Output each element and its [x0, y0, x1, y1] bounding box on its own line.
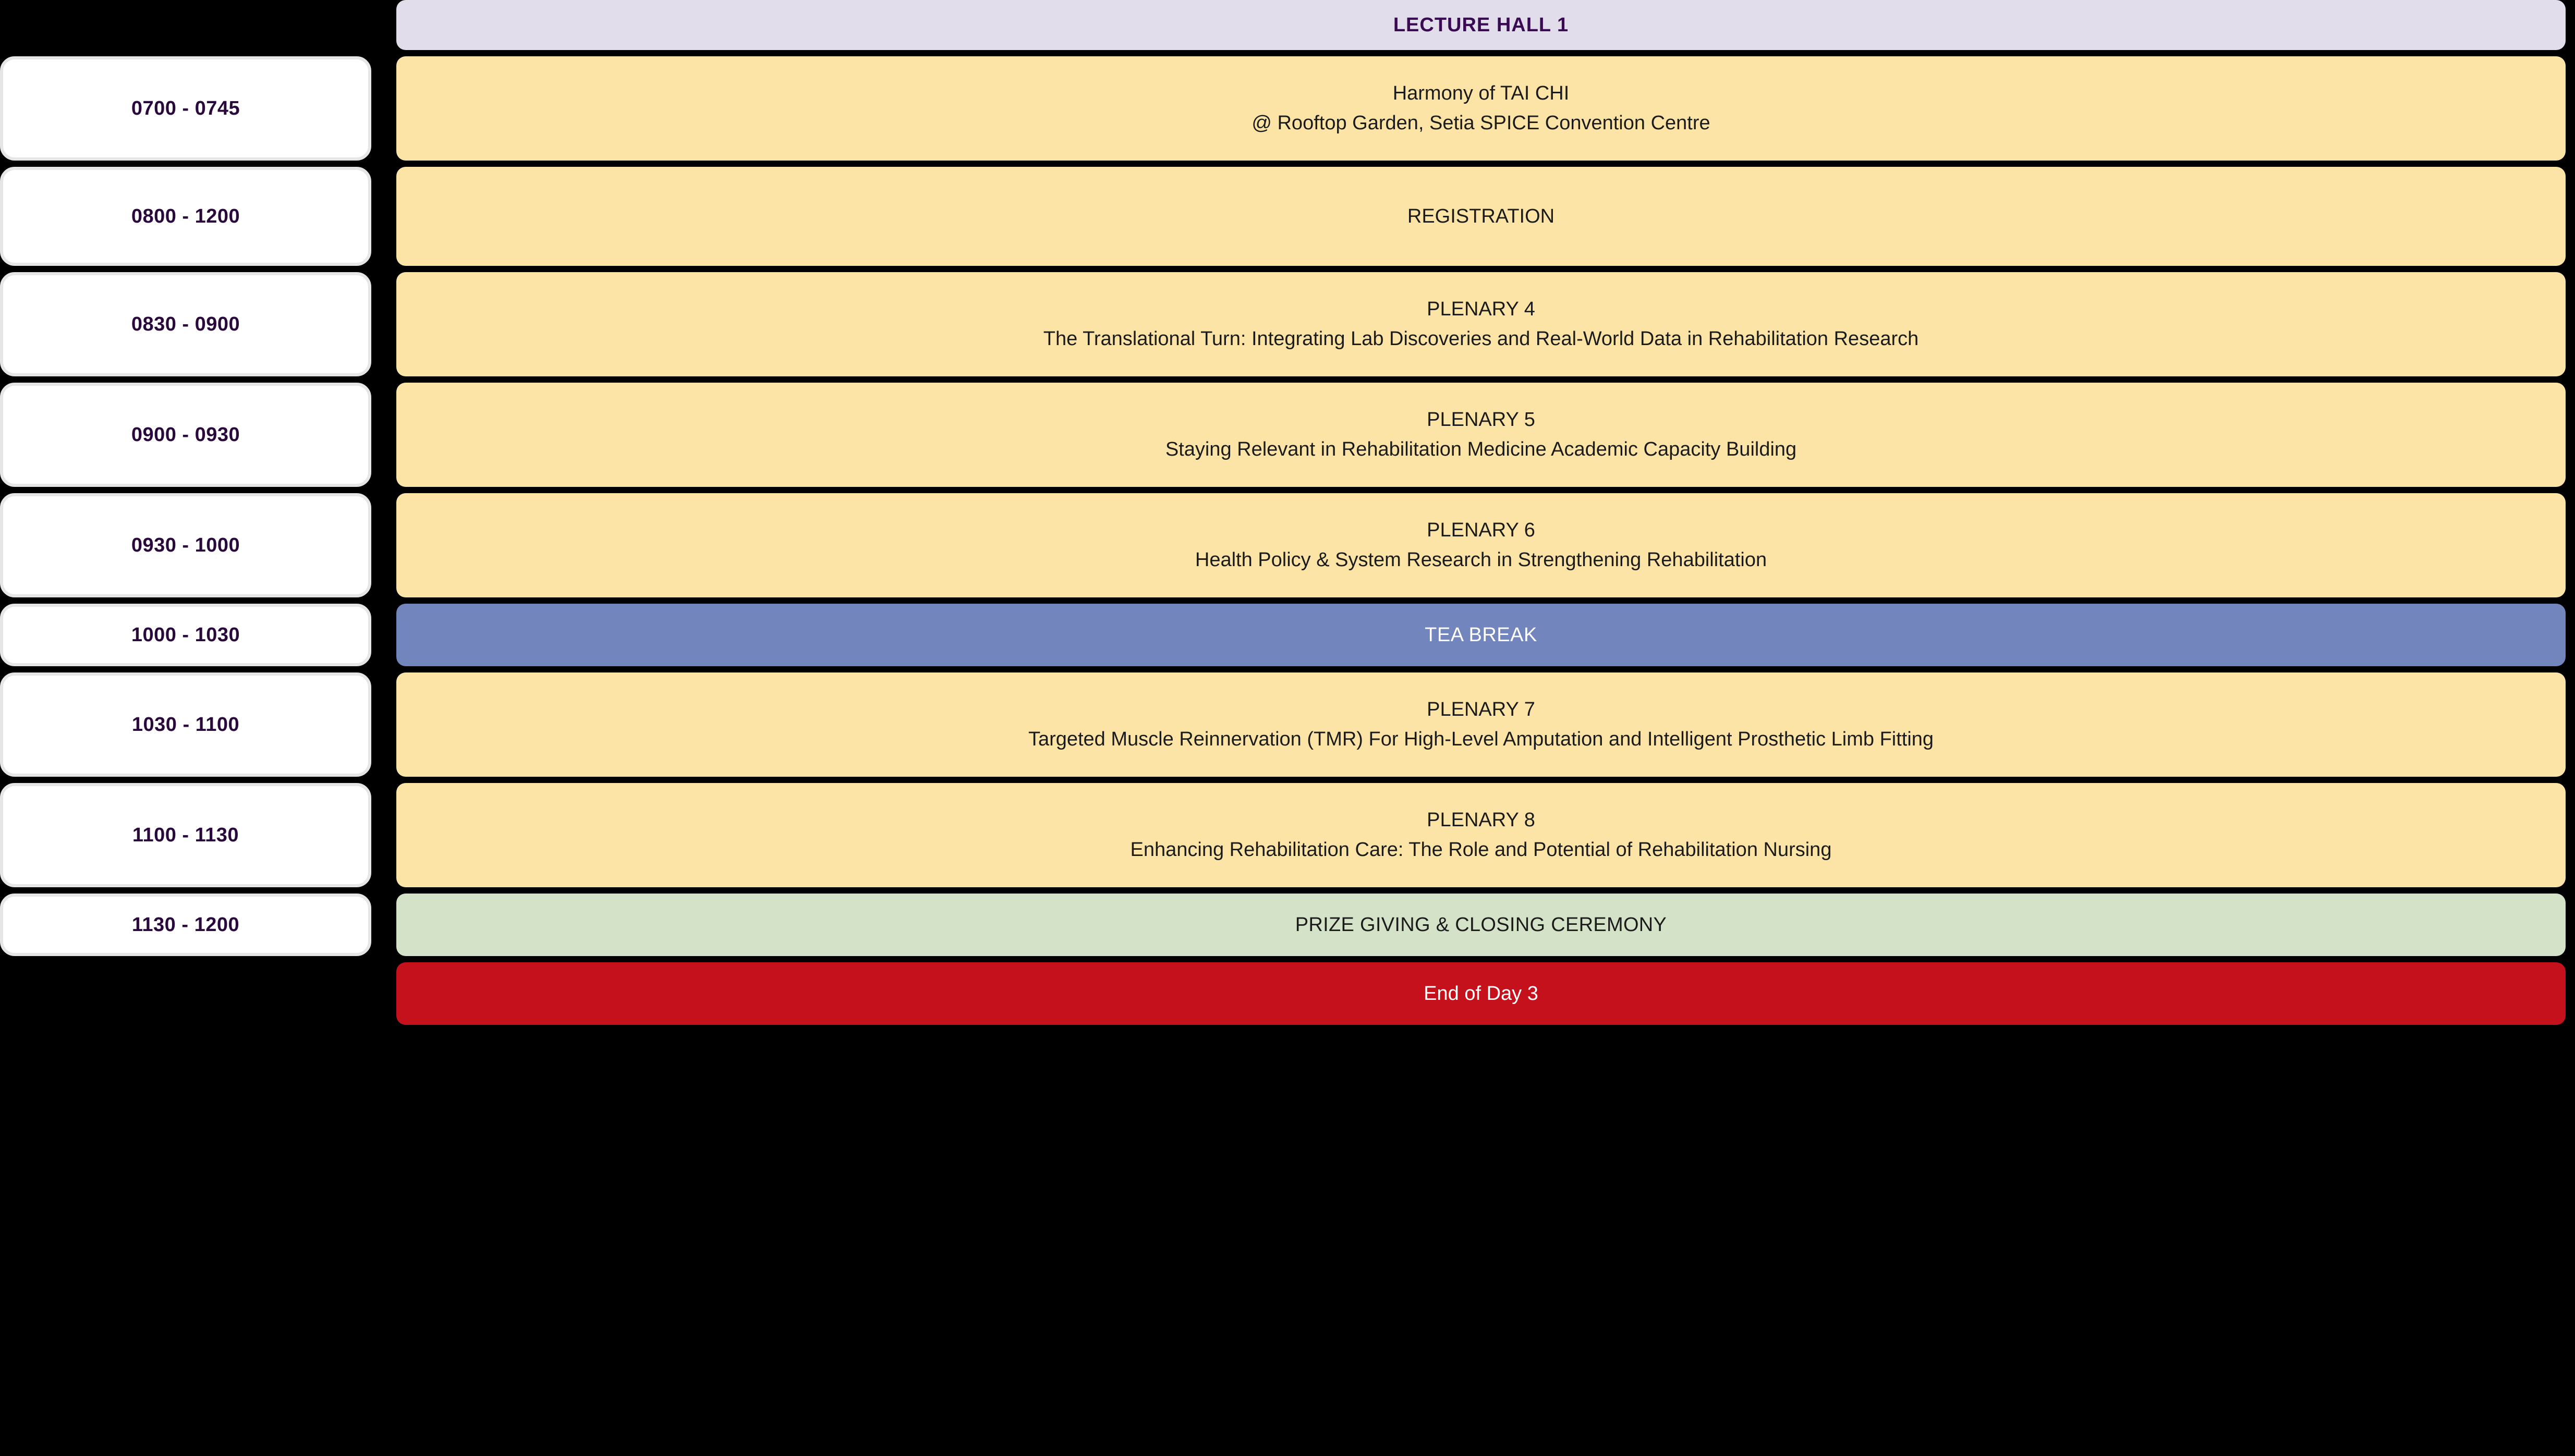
- session-subtitle: @ Rooftop Garden, Setia SPICE Convention Centre: [1252, 112, 1710, 134]
- session-title: PLENARY 4: [1427, 298, 1535, 320]
- time-slot: 0830 - 0900: [0, 272, 371, 376]
- time-slot: 0900 - 0930: [0, 383, 371, 487]
- session-block[interactable]: [396, 383, 2566, 487]
- session-title: PLENARY 8: [1427, 809, 1535, 831]
- time-slot: 1130 - 1200: [0, 894, 371, 956]
- hall-header-row: [0, 0, 2575, 50]
- session-subtitle: The Translational Turn: Integrating Lab Discoveries and Real-World Data in Rehabilitation Research: [1043, 328, 1919, 350]
- time-slot: 1000 - 1030: [0, 604, 371, 666]
- ceremony-label: PRIZE GIVING & CLOSING CEREMONY: [1295, 913, 1667, 936]
- session-subtitle: Targeted Muscle Reinnervation (TMR) For High-Level Amputation and Intelligent Prosthetic Limb Fitting: [1028, 728, 1934, 750]
- session-block[interactable]: [396, 672, 2566, 777]
- time-slot: 0700 - 0745: [0, 56, 371, 161]
- break-label: TEA BREAK: [1425, 623, 1537, 646]
- ceremony-block[interactable]: [396, 894, 2566, 956]
- session-title: PLENARY 6: [1427, 519, 1535, 541]
- break-block[interactable]: [396, 604, 2566, 666]
- session-block[interactable]: [396, 272, 2566, 376]
- schedule-row: [0, 672, 2575, 777]
- schedule-row: [0, 272, 2575, 376]
- time-slot: 0930 - 1000: [0, 493, 371, 597]
- schedule-row: [0, 493, 2575, 597]
- session-title: Harmony of TAI CHI: [1392, 82, 1570, 104]
- time-column-spacer: [0, 0, 371, 50]
- end-of-day-label: End of Day 3: [1424, 982, 1538, 1005]
- session-subtitle: Health Policy & System Research in Strengthening Rehabilitation: [1195, 549, 1767, 571]
- session-subtitle: Staying Relevant in Rehabilitation Medicine Academic Capacity Building: [1165, 438, 1797, 460]
- time-column-spacer: [0, 962, 371, 1025]
- time-slot: 1100 - 1130: [0, 783, 371, 887]
- session-title: PLENARY 5: [1427, 409, 1535, 431]
- lecture-hall-label: LECTURE HALL 1: [1393, 14, 1569, 36]
- session-title: REGISTRATION: [1407, 205, 1555, 227]
- session-title: PLENARY 7: [1427, 699, 1535, 720]
- lecture-hall-header: [396, 0, 2566, 50]
- session-block[interactable]: [396, 167, 2566, 266]
- time-slot: 0800 - 1200: [0, 167, 371, 266]
- session-block[interactable]: [396, 783, 2566, 887]
- schedule-row: [0, 167, 2575, 266]
- schedule-row: [0, 383, 2575, 487]
- schedule-row: [0, 894, 2575, 956]
- session-block[interactable]: [396, 493, 2566, 597]
- end-of-day-block: [396, 962, 2566, 1025]
- schedule-row: [0, 604, 2575, 666]
- schedule-row: [0, 783, 2575, 887]
- session-subtitle: Enhancing Rehabilitation Care: The Role and Potential of Rehabilitation Nursing: [1130, 839, 1832, 861]
- time-slot: 1030 - 1100: [0, 672, 371, 777]
- end-of-day-row: [0, 962, 2575, 1025]
- session-block[interactable]: [396, 56, 2566, 161]
- schedule-row: [0, 56, 2575, 161]
